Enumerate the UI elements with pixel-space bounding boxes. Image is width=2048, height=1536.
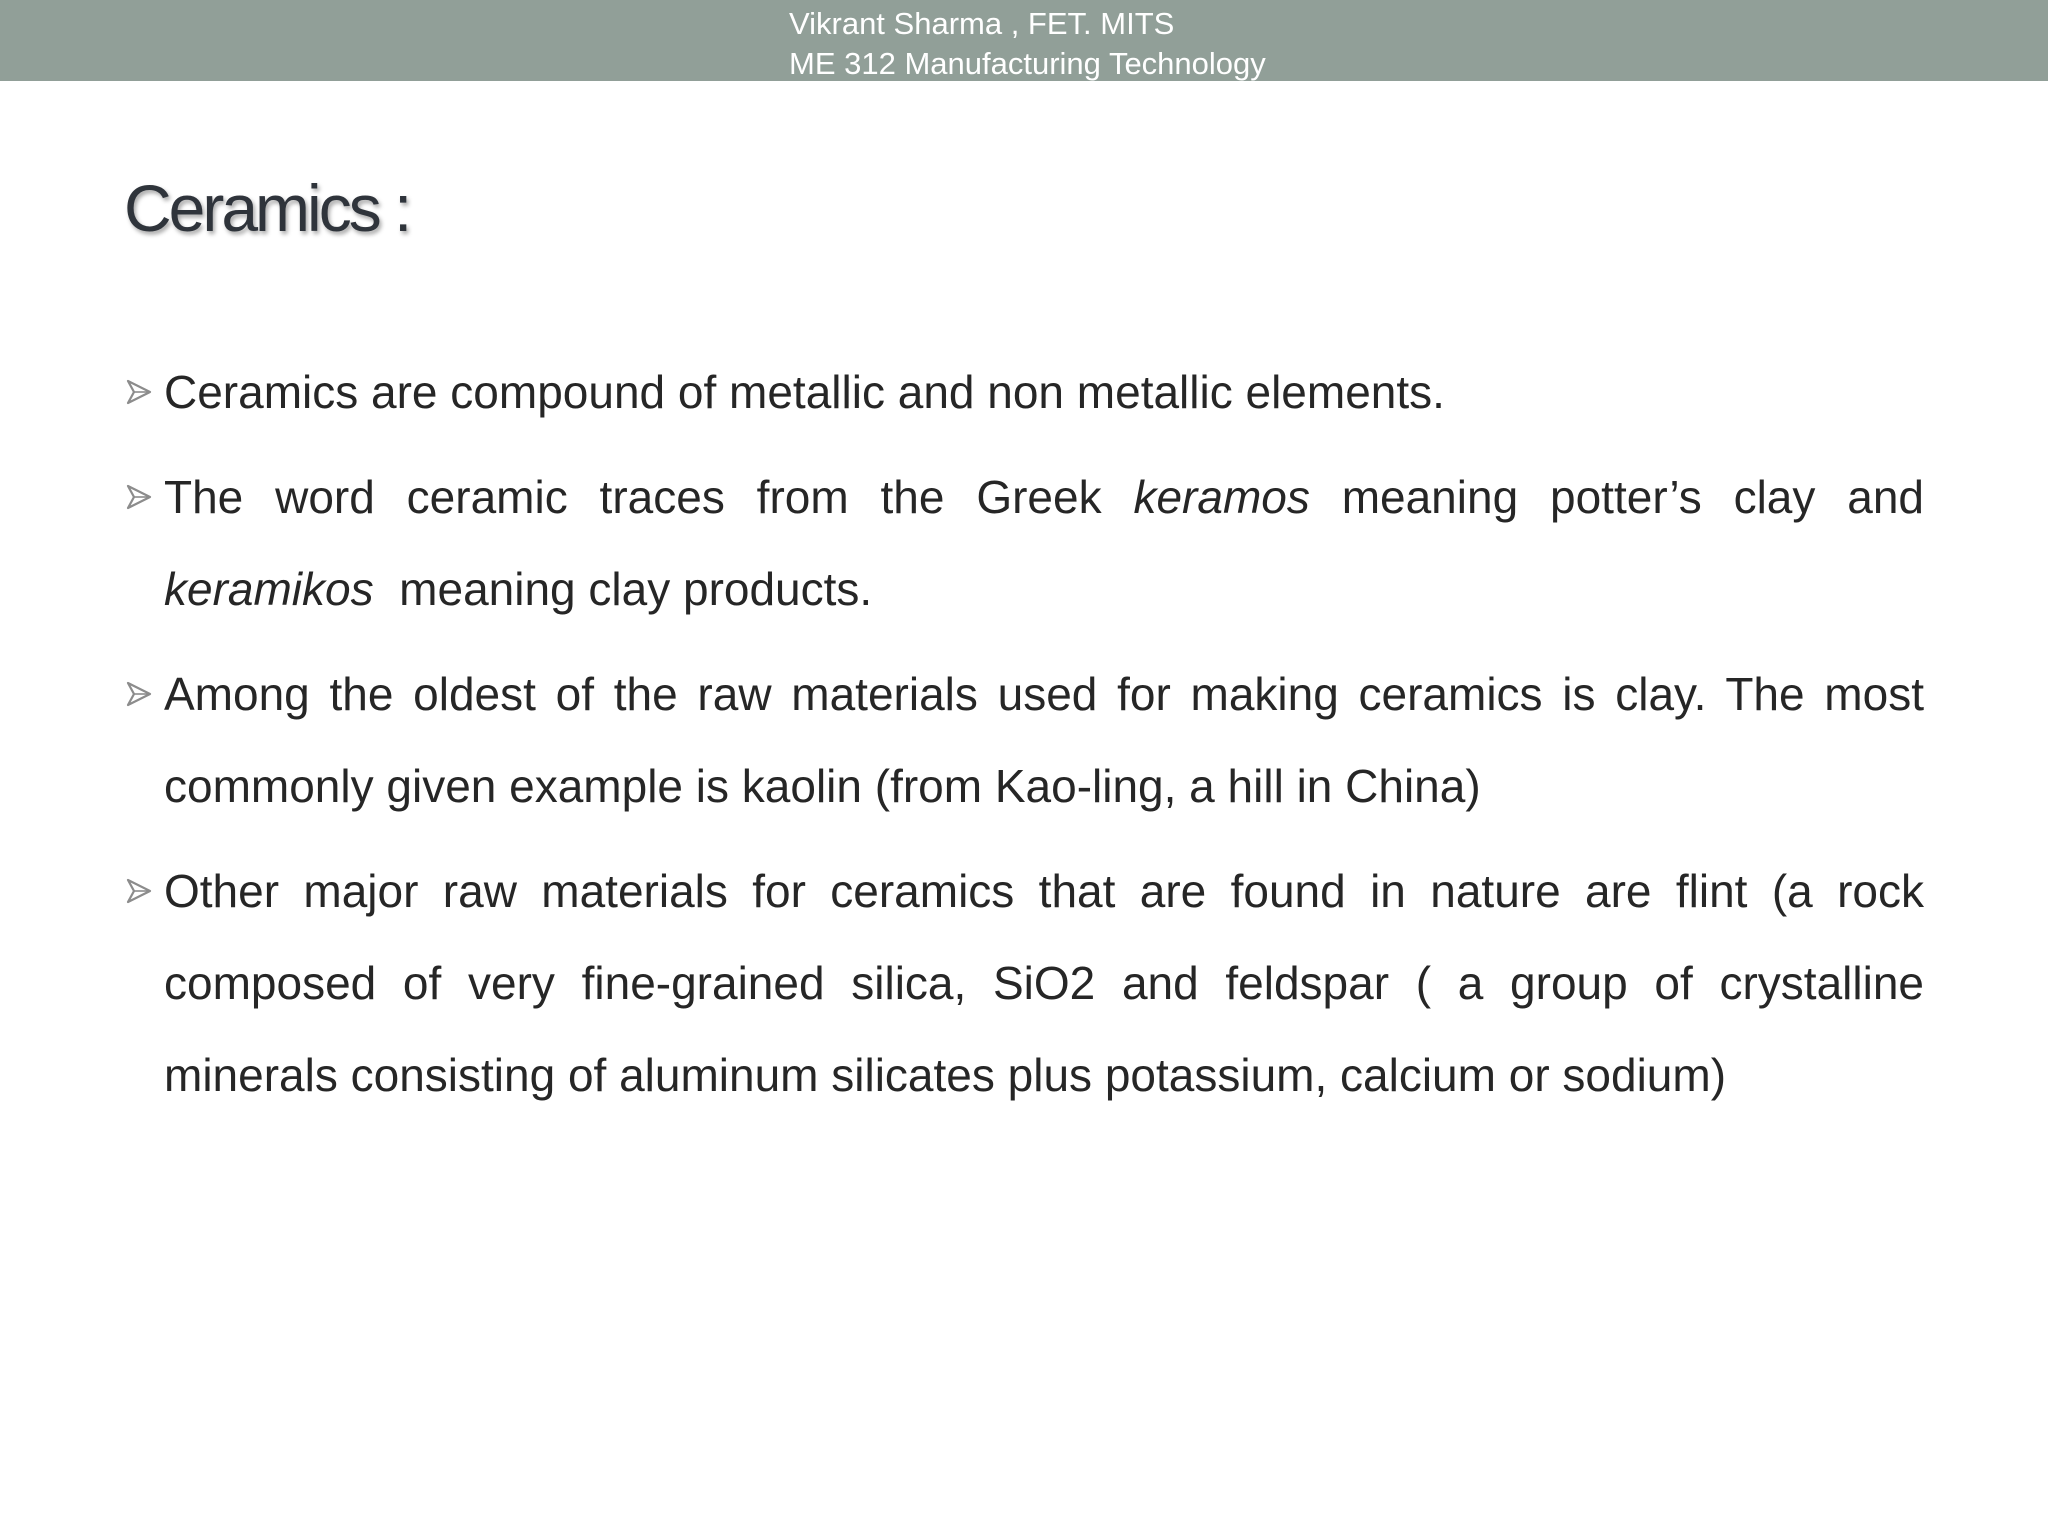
header-text	[789, 4, 1266, 84]
bullet-text	[164, 471, 1924, 615]
greek-term-keramikos: keramikos	[164, 563, 374, 615]
arrowhead-bullet-icon	[124, 377, 154, 407]
bullet-item	[124, 346, 1924, 438]
arrowhead-bullet-icon	[124, 876, 154, 906]
arrowhead-bullet-icon	[124, 482, 154, 512]
bullet-item	[124, 451, 1924, 635]
bullet-text-part: meaning clay products.	[373, 563, 873, 615]
bullet-item	[124, 845, 1924, 1121]
bullet-item	[124, 648, 1924, 832]
header-band	[0, 0, 2048, 81]
bullet-text-part: The word ceramic traces from the Greek	[164, 471, 1134, 523]
bullet-text: Ceramics are compound of metallic and non metallic elements.	[164, 366, 1445, 418]
header-course: ME 312 Manufacturing Technology	[789, 46, 1266, 81]
slide-title: Ceramics :	[124, 171, 410, 245]
header-author: Vikrant Sharma , FET. MITS	[789, 6, 1175, 41]
bullet-list	[124, 346, 1924, 1134]
arrowhead-bullet-icon	[124, 679, 154, 709]
bullet-text: Among the oldest of the raw materials used for making ceramics is clay. The most commonly given example is kaolin (from Kao-ling, a hill in China)	[164, 668, 1924, 812]
greek-term-keramos: keramos	[1133, 471, 1310, 523]
bullet-text-part: meaning potter’s clay and	[1309, 471, 1924, 523]
bullet-text: Other major raw materials for ceramics that are found in nature are flint (a rock composed of very fine-grained silica, SiO2 and feldspar ( a group of crystalline minerals consisting of aluminum silicates plus potassium, calcium or sodium)	[164, 865, 1924, 1101]
